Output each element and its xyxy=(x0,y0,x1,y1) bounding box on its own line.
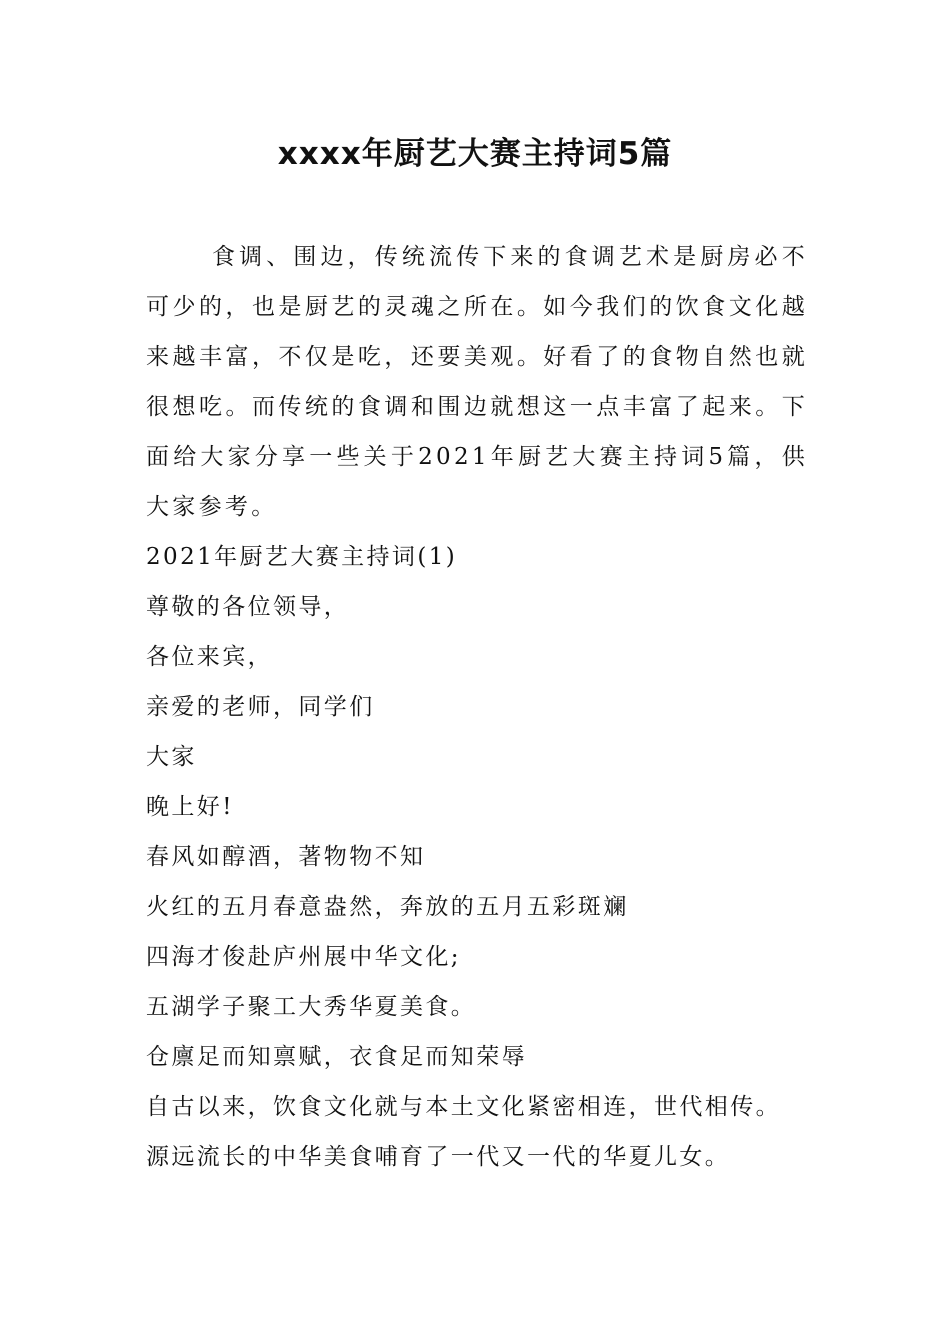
text-line: 晚上好! xyxy=(146,794,234,820)
speech-lines xyxy=(146,532,826,1182)
text-line: 大家 xyxy=(146,744,197,770)
text-line: 源远流长的中华美食哺育了一代又一代的华夏儿女。 xyxy=(146,1144,731,1170)
intro-paragraph: 食调、围边，传统流传下来的食调艺术是厨房必不可少的，也是厨艺的灵魂之所在。如今我们的饮食文化越来越丰富，不仅是吃，还要美观。好看了的食物自然也就很想吃。而传统的食调和围边就想这一点丰富了起来。下面给大家分享一些关于2021年厨艺大赛主持词5篇，供大家参考。 xyxy=(146,244,808,520)
text-line: 尊敬的各位领导， xyxy=(146,594,350,620)
text-line: 亲爱的老师，同学们 xyxy=(146,694,375,720)
text-line: 火红的五月春意盎然，奔放的五月五彩斑斓 xyxy=(146,894,629,920)
text-line: 仓廪足而知禀赋，衣食足而知荣辱 xyxy=(146,1044,527,1070)
text-line: 各位来宾， xyxy=(146,644,273,670)
section-heading: 2021年厨艺大赛主持词(1) xyxy=(146,544,458,570)
text-line: 春风如醇酒，著物物不知 xyxy=(146,844,426,870)
text-line: 五湖学子聚工大秀华夏美食。 xyxy=(146,994,477,1020)
text-line: 四海才俊赴庐州展中华文化; xyxy=(146,944,461,970)
text-line: 自古以来，饮食文化就与本土文化紧密相连，世代相传。 xyxy=(146,1094,781,1120)
document-title: xxxx年厨艺大赛主持词5篇 xyxy=(277,136,673,172)
